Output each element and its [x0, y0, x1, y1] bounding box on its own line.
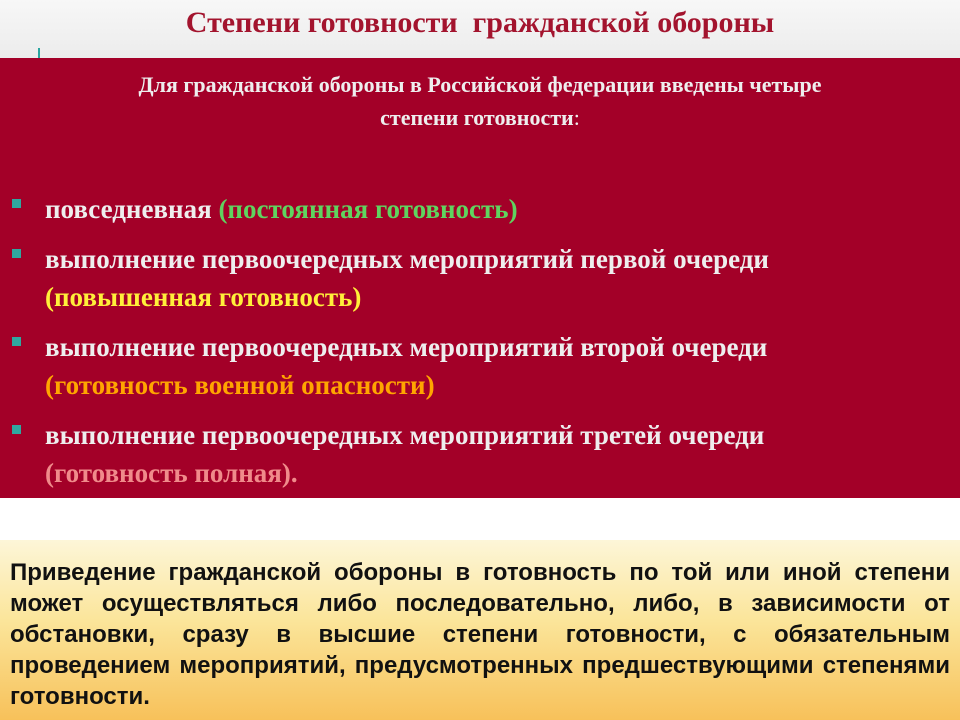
readiness-level: (готовность полная). [45, 458, 298, 488]
intro-suffix: : [573, 105, 580, 130]
square-bullet-icon [12, 249, 21, 258]
item-main-text: выполнение первоочередных мероприятий первой очереди [45, 244, 769, 274]
intro-line-2 [0, 101, 960, 134]
item-main-text: выполнение первоочередных мероприятий третей очереди [45, 420, 765, 450]
list-item [10, 416, 940, 492]
item-main-text: повседневная [45, 194, 219, 224]
list-item [10, 240, 940, 316]
intro-line-2-text: степени готовности [380, 105, 574, 130]
square-bullet-icon [12, 199, 21, 208]
list-item [10, 328, 940, 404]
readiness-level: (повышенная готовность) [45, 282, 362, 312]
note-text: Приведение гражданской обороны в готовность по той или иной степени может осуществляться либо последовательно, либо, в зависимости от обстановки, сразу в высшие степени готовности, с обязательным проведением мероприятий, предусмотренных предшествующими степенями готовности. [10, 559, 950, 710]
content-panel [0, 58, 960, 498]
square-bullet-icon [12, 337, 21, 346]
intro-line-1: Для гражданской обороны в Российской федерации введены четыре [138, 72, 822, 97]
readiness-level: (готовность военной опасности) [45, 370, 435, 400]
readiness-level: (постоянная готовность) [218, 194, 518, 224]
item-main-text: выполнение первоочередных мероприятий второй очереди [45, 332, 768, 362]
intro-text [0, 68, 960, 134]
note-box [0, 540, 960, 720]
readiness-levels-list [10, 190, 940, 504]
title-accent-mark [38, 48, 40, 58]
title-bar [0, 0, 960, 58]
slide-title: Степени готовности гражданской обороны [185, 6, 775, 39]
list-item [10, 190, 940, 228]
square-bullet-icon [12, 425, 21, 434]
